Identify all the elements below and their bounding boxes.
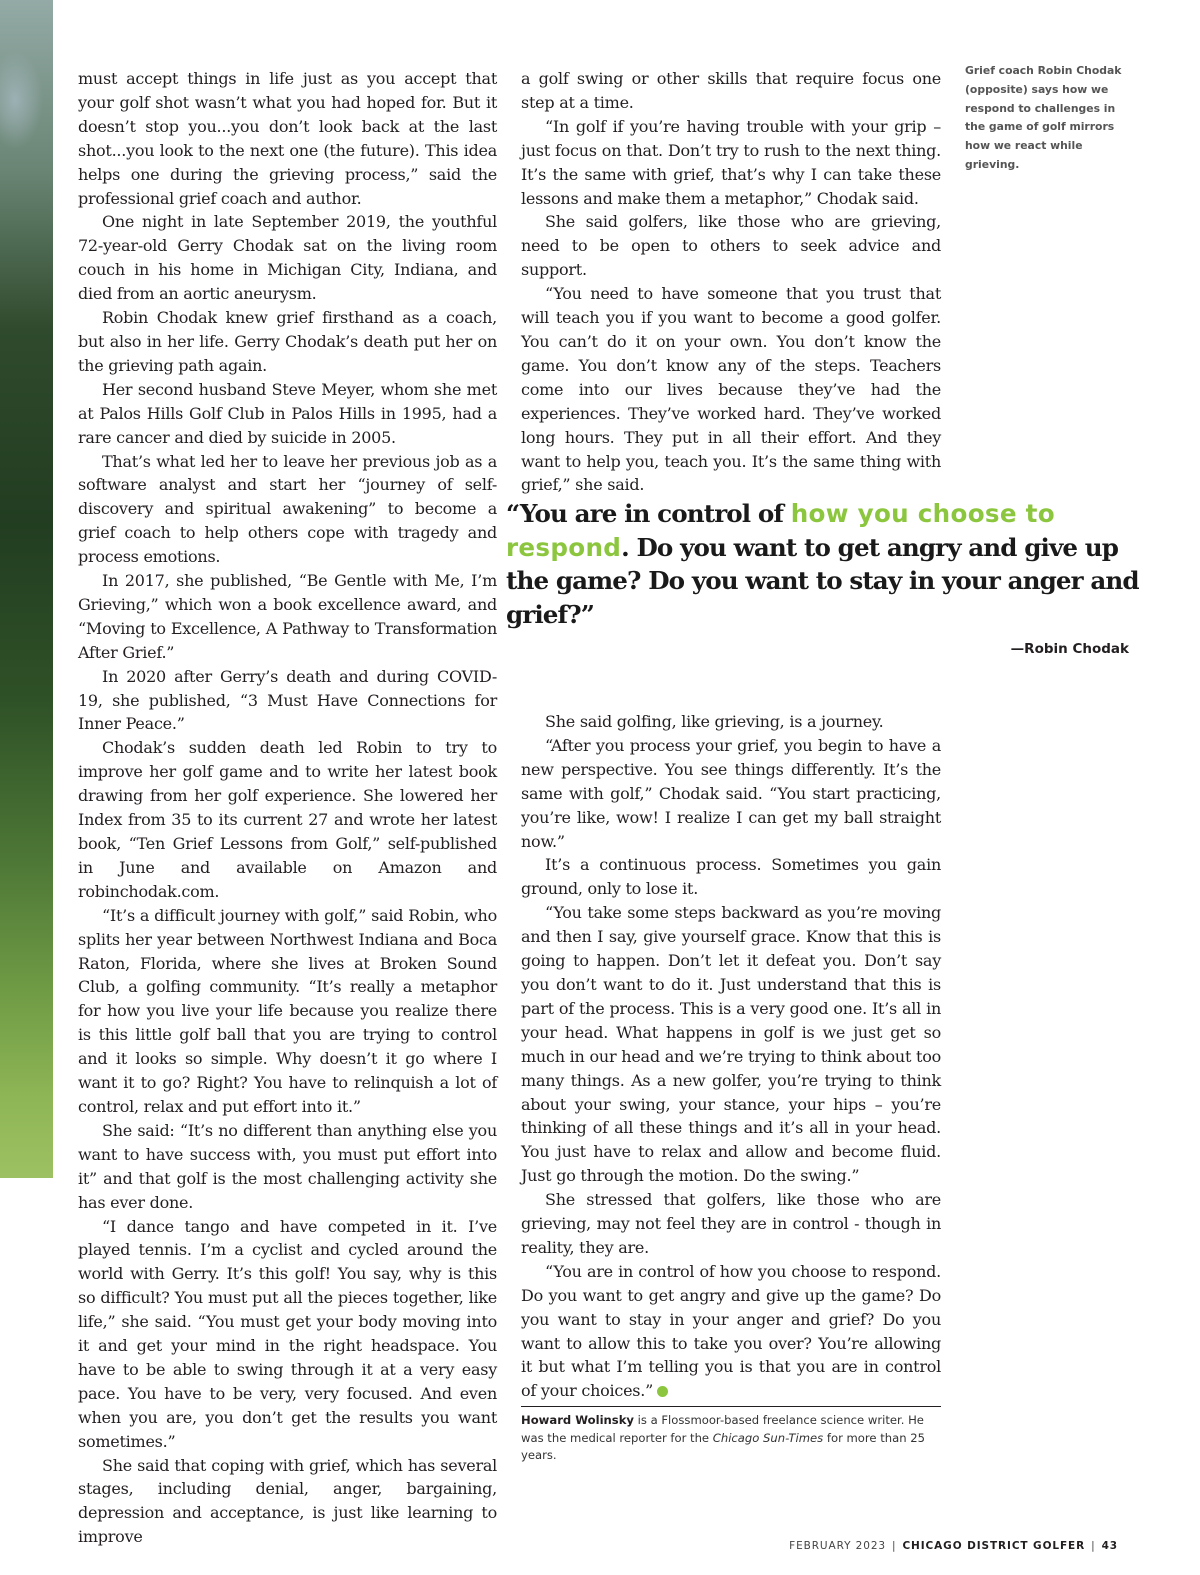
paragraph: “I dance tango and have competed in it. I’ve played tennis. I’m a cyclist and cycled around the world with Gerry. It’s this golf! You say, why is this so difficult? You must put all the pieces together, like life,” she said. “You must get your body moving into it and get your mind in the right headspace. You have to be able to swing through it at a very easy pace. You have to be very, very focused. And even when you are, you don’t get the results you want sometimes.” xyxy=(78,1216,497,1451)
paragraph-text: “You are in control of how you choose to respond. Do you want to get angry and give up the game? Do you want to stay in your anger and grief? Do you want to allow this to take you over? You’re allowing it but what I’m telling you is that you are in control of your choices.” xyxy=(521,1261,941,1401)
paragraph: That’s what led her to leave her previous job as a software analyst and start her “journey of self-discovery and spiritual awakening” to become a grief coach to help others cope with tragedy and process emotions. xyxy=(78,451,497,567)
paragraph: In 2017, she published, “Be Gentle with Me, I’m Grieving,” which won a book excellence award, and “Moving to Excellence, A Pathway to Transformation After Grief.” xyxy=(78,571,497,662)
author-name: Howard Wolinsky xyxy=(521,1413,634,1427)
article-column-3 xyxy=(521,710,941,1403)
paragraph: In 2020 after Gerry’s death and during COVID-19, she published, “3 Must Have Connections for Inner Peace.” xyxy=(78,666,497,734)
pull-quote-highlight: how you choose to respond xyxy=(506,499,1055,562)
paragraph: a golf swing or other skills that require focus one step at a time. xyxy=(521,69,941,112)
paragraph: It’s a continuous process. Sometimes you gain ground, only to lose it. xyxy=(521,855,941,899)
paragraph: “You need to have someone that you trust that will teach you if you want to become a good golfer. You can’t do it on your own. You don’t know the game. You don’t know any of the steps. Teachers come into our lives because they’ve had the experiences. They’ve worked hard. They’ve worked long hours. They put in all their effort. And they want to help you, teach you. It’s the same thing with grief,” she said. xyxy=(521,284,941,495)
pull-quote xyxy=(506,497,1146,631)
footer-publication: CHICAGO DISTRICT GOLFER xyxy=(902,1540,1086,1552)
bio-text: is a Flossmoor-based freelance science writer. He was the medical reporter for the xyxy=(521,1413,924,1445)
paragraph: Chodak’s sudden death led Robin to try to improve her golf game and to write her latest book drawing from her golf experience. She lowered her Index from 35 to its current 27 and wrote her latest book, “Ten Grief Lessons from Golf,” self-published in June and available on Amazon and robinchodak.com. xyxy=(78,738,497,901)
article-column-2 xyxy=(521,67,941,497)
bio-text-end: for more than 25 years. xyxy=(521,1430,926,1462)
golf-course-photo-edge xyxy=(0,0,53,1178)
paragraph: She stressed that golfers, like those who are grieving, may not feel they are in control - though in reality, they are. xyxy=(521,1190,941,1257)
article-column-1 xyxy=(78,67,497,1549)
pull-quote-attribution: —Robin Chodak xyxy=(1010,641,1129,657)
paragraph: “You take some steps backward as you’re moving and then I say, give yourself grace. Know that this is going to happen. Don’t let it defeat you. Don’t say you don’t want to do it. Just understand that this is part of the process. This is a very good one. It’s all in your head. What happens in golf is we just get so much in our head and we’re trying to think about too many things. As a new golfer, you’re trying to think about your swing, your stance, your hips – you’re thinking of all these things and it’s all in your head. You just have to relax and allow and become fluid. Just go through the motion. Do the swing.” xyxy=(521,903,941,1186)
paragraph: One night in late September 2019, the youthful 72-year-old Gerry Chodak sat on the living room couch in his home in Michigan City, Indiana, and died from an aortic aneurysm. xyxy=(78,212,497,304)
paragraph: She said golfers, like those who are grieving, need to be open to others to seek advice and support. xyxy=(521,212,941,280)
footer-date: FEBRUARY 2023 xyxy=(789,1540,886,1552)
page-footer xyxy=(789,1540,1118,1552)
paragraph: “It’s a difficult journey with golf,” said Robin, who splits her year between Northwest Indiana and Boca Raton, Florida, where she lives at Broken Sound Club, a golfing community. “It’s really a metaphor for how you live your life because you realize there is this little golf ball that you are trying to control and it looks so simple. Why doesn’t it go where I want it to go? Right? You have to relinquish a lot of control, relax and put effort into it.” xyxy=(78,905,497,1116)
bio-divider xyxy=(521,1406,941,1407)
paragraph xyxy=(521,1260,941,1403)
footer-separator: | xyxy=(1091,1540,1096,1552)
paragraph: She said golfing, like grieving, is a journey. xyxy=(545,712,884,731)
paragraph: Robin Chodak knew grief firsthand as a coach, but also in her life. Gerry Chodak’s death put her on the grieving path again. xyxy=(78,308,497,375)
paragraph: Her second husband Steve Meyer, whom she met at Palos Hills Golf Club in Palos Hills in 1995, had a rare cancer and died by suicide in 2005. xyxy=(78,379,497,447)
end-mark-dot-icon xyxy=(657,1386,668,1397)
paragraph: “After you process your grief, you begin to have a new perspective. You see things differently. It’s the same with golf,” Chodak said. “You start practicing, you’re like, wow! I realize I can get my ball straight now.” xyxy=(521,735,941,851)
pull-quote-text-start: “You are in control of xyxy=(506,499,791,528)
photo-caption: Grief coach Robin Chodak (opposite) says how we respond to challenges in the game of golf mirrors how we react while grieving. xyxy=(965,64,1122,171)
footer-separator: | xyxy=(892,1540,897,1552)
page-number: 43 xyxy=(1101,1540,1118,1552)
bio-publication: Chicago Sun-Times xyxy=(712,1430,824,1445)
paragraph: “In golf if you’re having trouble with your grip – just focus on that. Don’t try to rush to the next thing. It’s the same with grief, that’s why I can take these lessons and make them a metaphor,” Chodak said. xyxy=(521,116,941,208)
pull-quote-text-end: . Do you want to get angry and give up the game? Do you want to stay in your anger and grief?” xyxy=(506,532,1139,629)
author-bio xyxy=(521,1412,946,1465)
paragraph: She said that coping with grief, which has several stages, including denial, anger, bargaining, depression and acceptance, is just like learning to improve xyxy=(78,1455,497,1547)
paragraph: She said: “It’s no different than anything else you want to have success with, you must put effort into it” and that golf is the most challenging activity she has ever done. xyxy=(78,1120,497,1212)
paragraph: must accept things in life just as you accept that your golf shot wasn’t what you had hoped for. But it doesn’t stop you...you don’t look back at the last shot...you look to the next one (the future). This idea helps one during the grieving process,” said the professional grief coach and author. xyxy=(78,69,497,208)
